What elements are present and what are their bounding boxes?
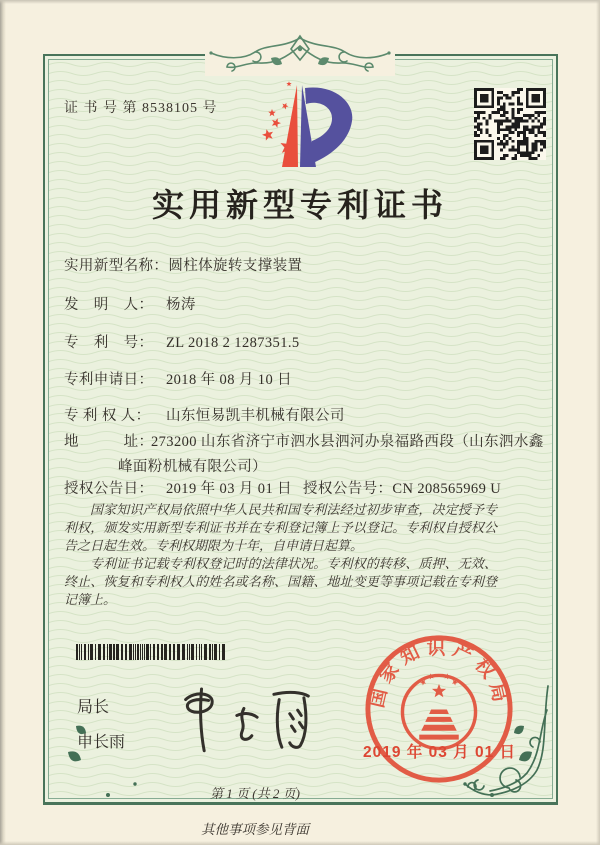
scan-edge-left — [0, 0, 6, 845]
field-value: 2019 年 03 月 01 日 — [166, 481, 293, 497]
field-grant-date — [64, 477, 292, 498]
director-title: 局长 — [77, 699, 110, 716]
scan-edge-bottom — [0, 841, 600, 845]
scan-edge-right — [596, 0, 600, 845]
barcode — [76, 644, 226, 660]
field-patent-number — [64, 331, 300, 352]
body-paragraph-1: 国家知识产权局依照中华人民共和国专利法经过初步审查，决定授予专利权，颁发实用新型专利证书并在专利登记簿上予以登记。专利权自授权公告之日起生效。专利权期限为十年，自申请日起算。 — [64, 502, 497, 553]
qr-code — [474, 88, 546, 160]
field-value: ZL 2018 2 1287351.5 — [166, 335, 300, 351]
seal-text: 国家知识产权局 — [366, 637, 512, 710]
field-utility-model-name — [64, 254, 302, 275]
field-patentee — [64, 404, 345, 425]
field-label: 发 明 人： — [64, 297, 154, 313]
cnipa-logo-icon — [242, 77, 360, 171]
field-label: 实用新型名称： — [64, 258, 169, 274]
field-label: 专利申请日： — [64, 372, 154, 388]
field-label: 授权公告日： — [64, 481, 154, 497]
director-name: 申长雨 — [77, 734, 126, 751]
page-number: 第 1 页 (共 2 页) — [210, 786, 300, 801]
field-filing-date — [64, 368, 292, 389]
svg-text:国家知识产权局 — [366, 636, 512, 710]
field-value: 山东恒易凯丰机械有限公司 — [166, 408, 345, 424]
field-address-value: 273200 山东省济宁市泗水县泗河办泉福路西段（山东泗水鑫峰面粉机械有限公司） — [118, 434, 544, 475]
field-grant-number — [303, 477, 501, 498]
scan-edge-top — [0, 0, 600, 4]
director-signature — [168, 680, 318, 758]
seal-date-stamp: 2019 年 03 月 01 日 — [363, 744, 516, 761]
field-label: 授权公告号： — [303, 481, 393, 497]
top-scroll-ornament — [205, 30, 395, 76]
field-value: 2018 年 08 月 10 日 — [166, 372, 293, 388]
certificate-title: 实用新型专利证书 — [151, 187, 448, 223]
field-value: 杨涛 — [166, 297, 196, 313]
field-value: 圆柱体旋转支撑装置 — [168, 258, 303, 274]
field-value: CN 208565969 U — [392, 481, 502, 497]
body-paragraph-2: 专利证书记载专利权登记时的法律状况。专利权的转移、质押、无效、终止、恢复和专利权人的姓名或名称、国籍、地址变更等事项记载在专利登记簿上。 — [64, 556, 497, 607]
field-label: 专 利 号： — [64, 335, 154, 351]
certificate-number: 证 书 号 第 8538105 号 — [64, 101, 218, 116]
field-address-label: 地 址： — [64, 434, 154, 450]
official-seal — [360, 630, 518, 788]
certificate-body-text — [64, 501, 497, 609]
field-label: 专 利 权 人： — [64, 408, 151, 424]
field-inventor — [64, 293, 196, 314]
see-back-note: 其他事项参见背面 — [201, 822, 309, 837]
